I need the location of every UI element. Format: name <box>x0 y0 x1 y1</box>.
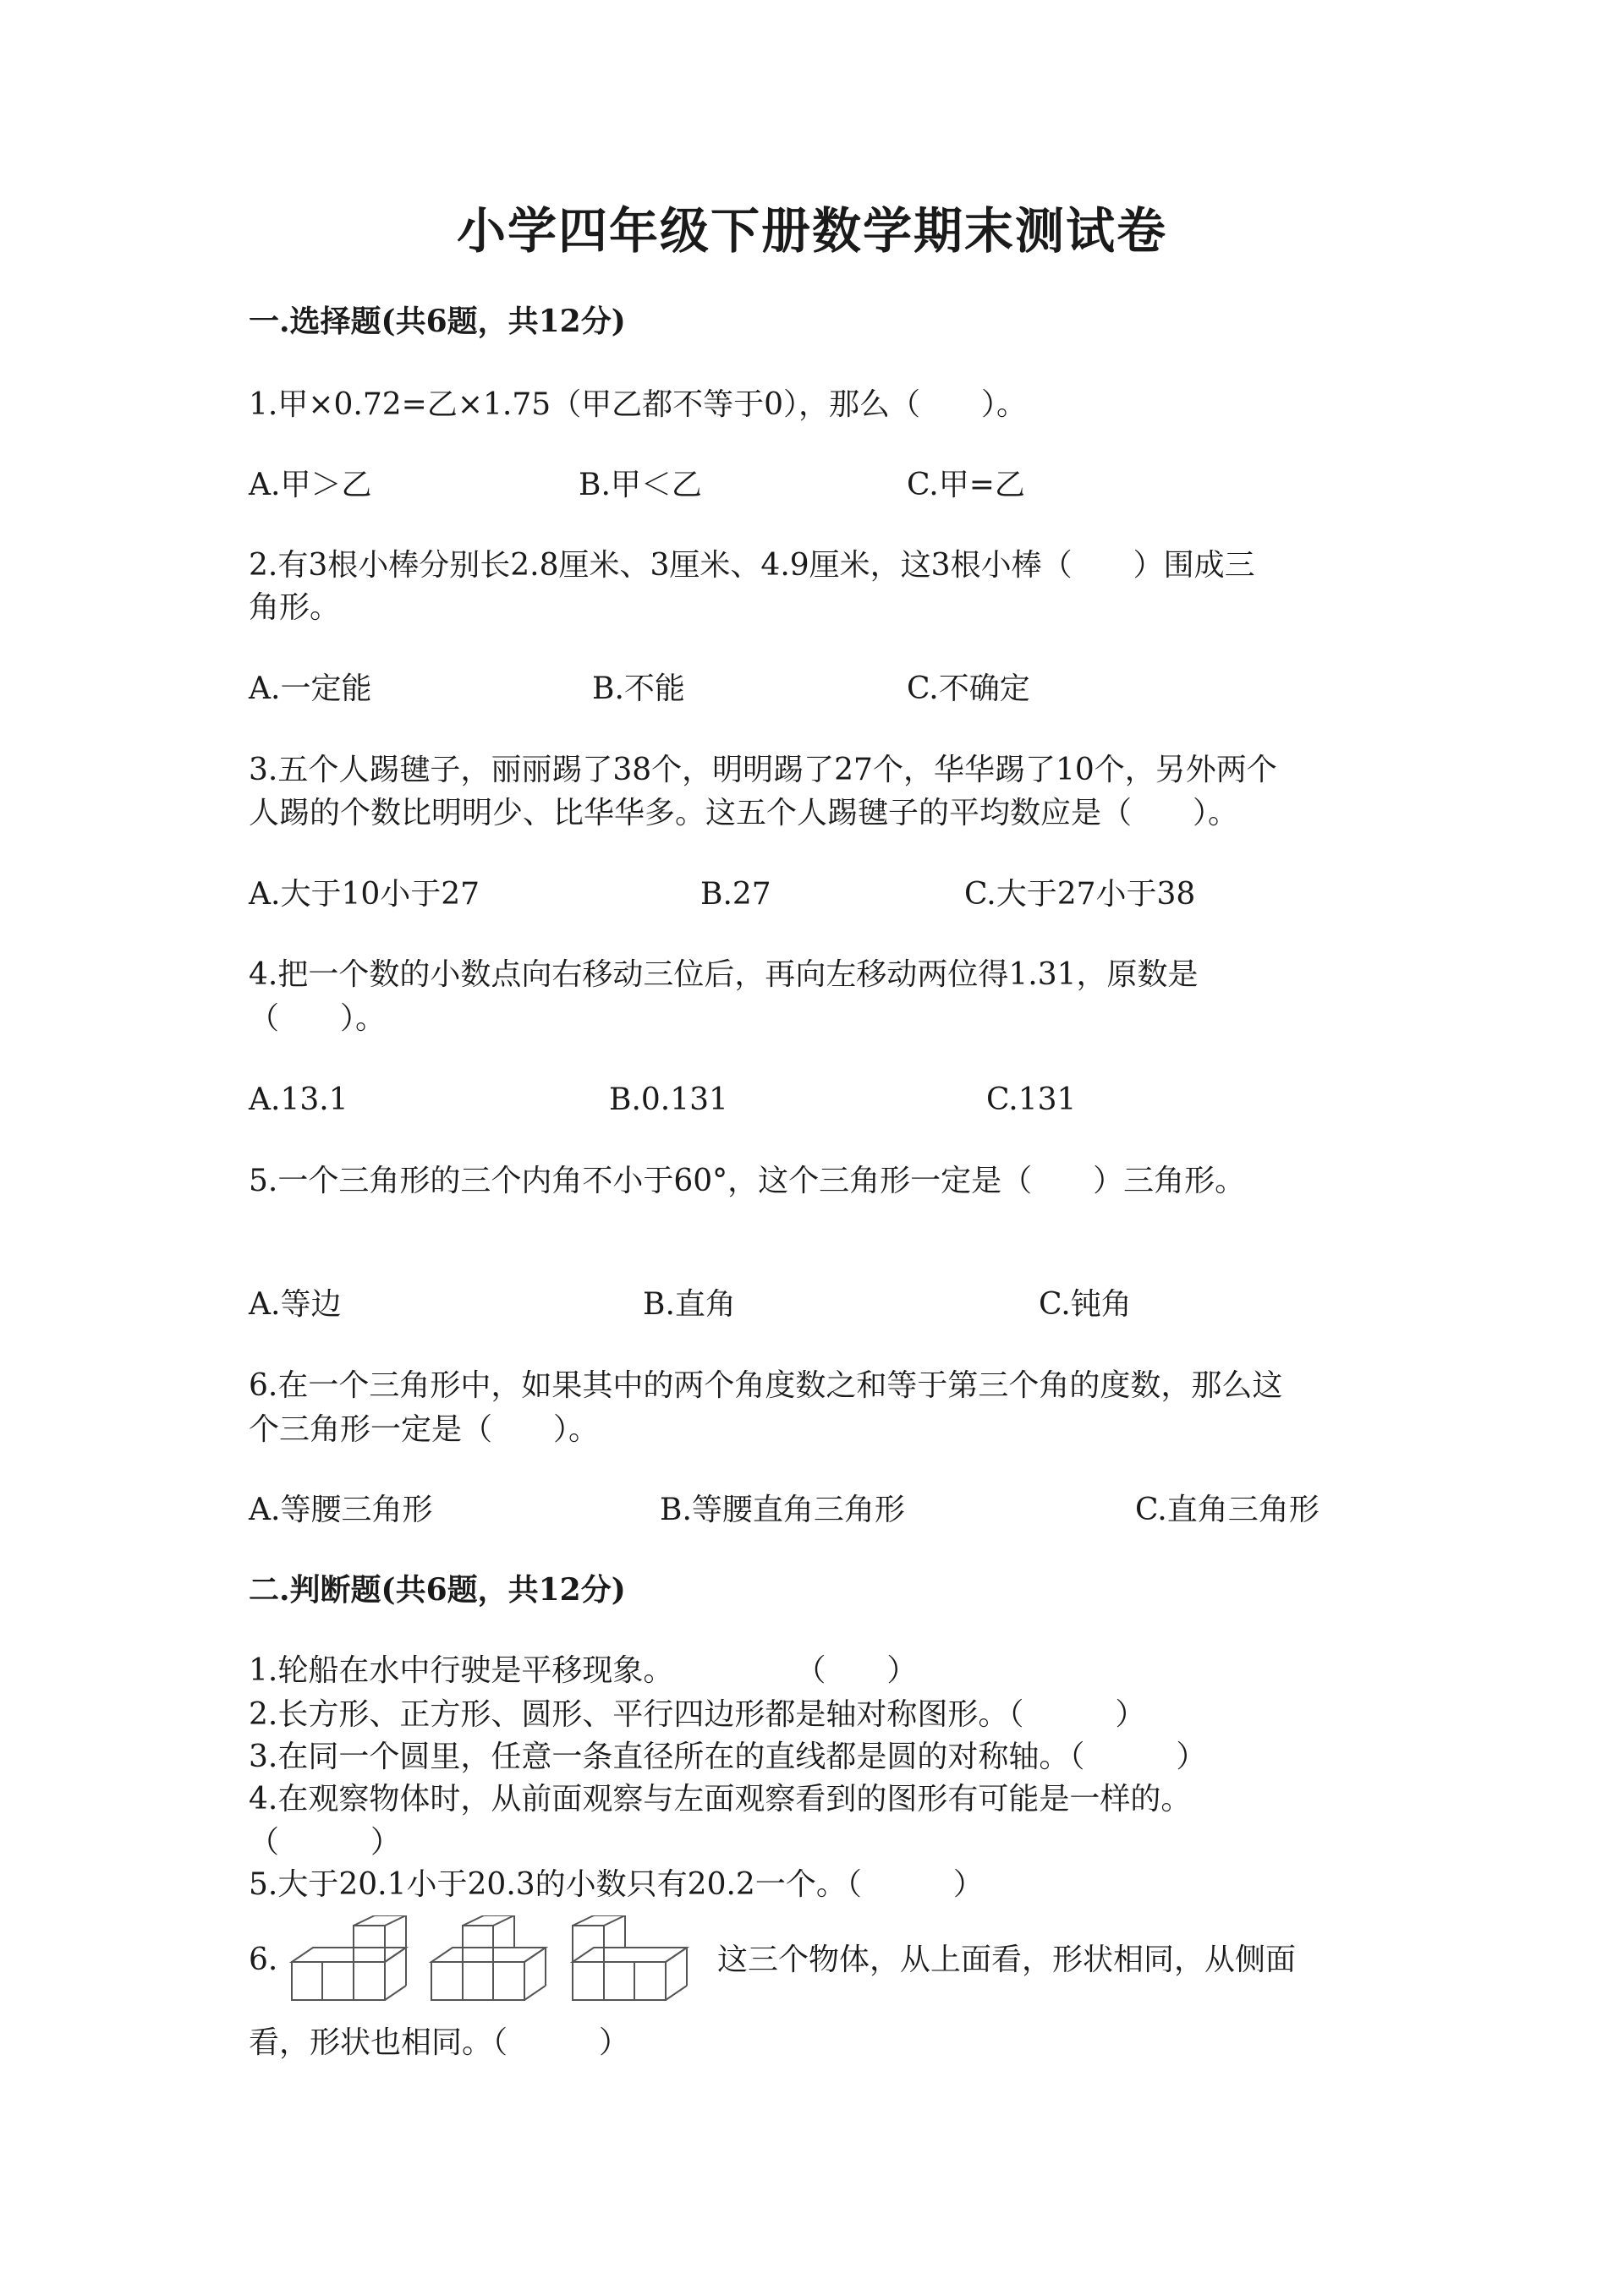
question-4-option-b: B.0.131 <box>609 1082 728 1117</box>
question-2-option-b: B.不能 <box>592 671 685 706</box>
question-3-option-c: C.大于27小于38 <box>964 877 1196 912</box>
cube-figure-3 <box>573 1915 687 2000</box>
cube-figure-2 <box>431 1915 546 2000</box>
question-1-option-a: A.甲＞乙 <box>249 468 372 502</box>
question-3-text-line2: 人踢的个数比明明少、比华华多。这五个人踢毽子的平均数应是（ ）。 <box>249 796 1239 830</box>
question-6-option-a: A.等腰三角形 <box>249 1493 433 1527</box>
judgement-item-3: 3.在同一个圆里，任意一条直径所在的直线都是圆的对称轴。（ ） <box>249 1740 1207 1774</box>
question-4-text-line2: （ ）。 <box>249 1001 387 1036</box>
question-4-text-line1: 4.把一个数的小数点向右移动三位后，再向左移动两位得1.31，原数是 <box>249 957 1199 992</box>
judgement-item-2: 2.长方形、正方形、圆形、平行四边形都是轴对称图形。（ ） <box>249 1697 1146 1732</box>
question-4-option-c: C.131 <box>986 1082 1077 1117</box>
question-1-text: 1.甲×0.72=乙×1.75（甲乙都不等于0），那么（ ）。 <box>249 387 1028 422</box>
cube-figure-1 <box>292 1915 406 2000</box>
question-6-option-b: B.等腰直角三角形 <box>660 1493 905 1527</box>
question-6-text-line1: 6.在一个三角形中，如果其中的两个角度数之和等于第三个角的度数，那么这 <box>249 1368 1283 1403</box>
judgement-item-6-line1: 这三个物体，从上面看，形状相同，从侧面 <box>717 1943 1297 1977</box>
question-2-text-line2: 角形。 <box>249 590 341 625</box>
question-3-text-line1: 3.五个人踢毽子，丽丽踢了38个，明明踢了27个，华华踢了10个，另外两个 <box>249 753 1277 787</box>
section-heading-choice: 一.选择题(共6题，共12分) <box>249 304 626 339</box>
judgement-item-6-line2: 看，形状也相同。（ ） <box>249 2025 630 2060</box>
question-2-text-line1: 2.有3根小棒分别长2.8厘米、3厘米、4.9厘米，这3根小棒（ ）围成三 <box>249 548 1255 583</box>
question-3-option-a: A.大于10小于27 <box>249 877 480 912</box>
question-2-option-a: A.一定能 <box>249 671 372 706</box>
question-5-option-b: B.直角 <box>643 1287 736 1322</box>
question-1-option-b: B.甲＜乙 <box>579 468 702 502</box>
question-6-option-c: C.直角三角形 <box>1135 1493 1320 1527</box>
judgement-item-4-blank: （ ） <box>249 1825 402 1860</box>
question-5-option-a: A.等边 <box>249 1287 342 1322</box>
judgement-item-6-number: 6. <box>249 1943 278 1977</box>
judgement-item-1: 1.轮船在水中行驶是平移现象。 （ ） <box>249 1653 918 1688</box>
cube-figures-image <box>283 1915 715 2008</box>
question-1-option-c: C.甲=乙 <box>907 468 1025 502</box>
section-heading-judgement: 二.判断题(共6题，共12分) <box>249 1572 626 1608</box>
question-5-text: 5.一个三角形的三个内角不小于60°，这个三角形一定是（ ）三角形。 <box>249 1164 1246 1198</box>
question-2-option-c: C.不确定 <box>907 671 1030 706</box>
judgement-item-4: 4.在观察物体时，从前面观察与左面观察看到的图形有可能是一样的。 <box>249 1782 1192 1817</box>
question-4-option-a: A.13.1 <box>249 1082 348 1117</box>
question-6-text-line2: 个三角形一定是（ ）。 <box>249 1412 600 1447</box>
judgement-item-5: 5.大于20.1小于20.3的小数只有20.2一个。（ ） <box>249 1867 984 1902</box>
page-title: 小学四年级下册数学期末测试卷 <box>456 202 1167 260</box>
question-5-option-c: C.钝角 <box>1039 1287 1132 1322</box>
question-3-option-b: B.27 <box>700 877 771 912</box>
